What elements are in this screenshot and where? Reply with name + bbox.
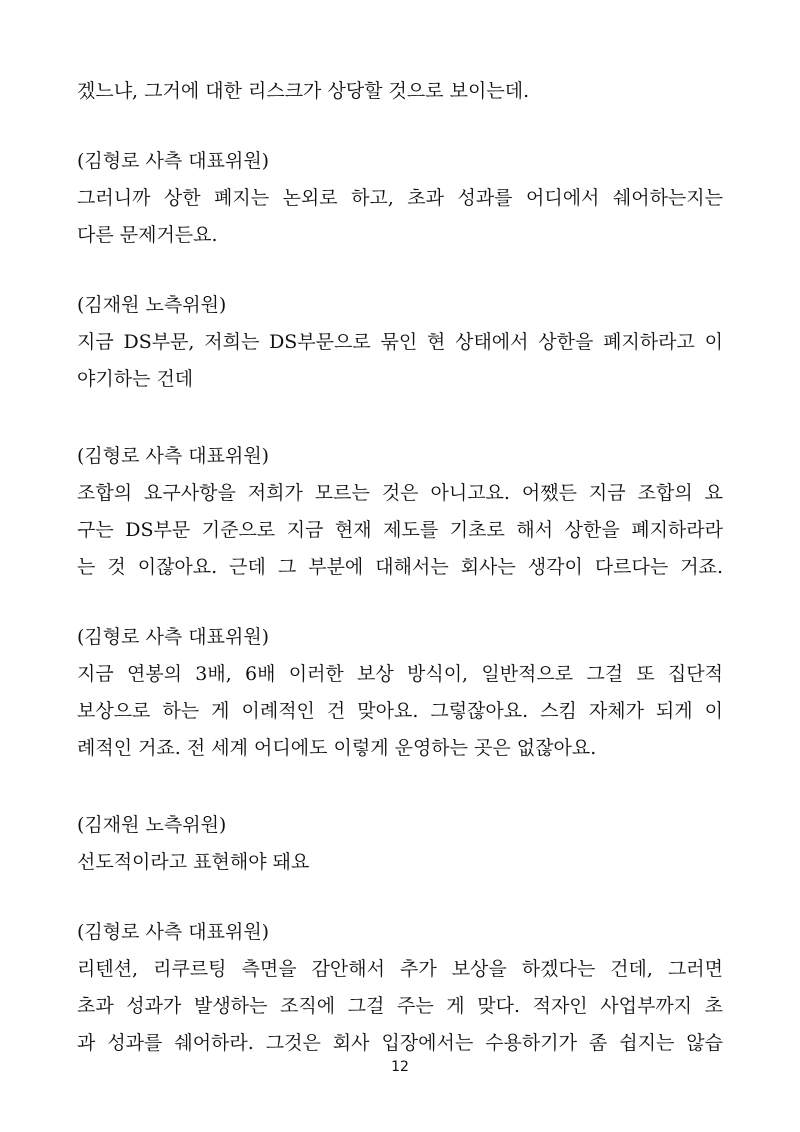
text-line: 다른 문제거든요. [77,224,218,246]
text-line: 지금 DS부문, 저희는 DS부문으로 묶인 현 상태에서 상한을 폐지하라고 이 [77,331,723,353]
text-line: 야기하는 건데 [77,368,194,390]
text-line: 그러니까 상한 폐지는 논외로 하고, 초과 성과를 어디에서 쉐어하는지는 [77,187,723,209]
speaker-label: (김재원 노측위원) [77,294,227,316]
text-line: 선도적이라고 표현해야 돼요 [77,851,310,873]
page-number: 12 [391,1059,409,1075]
text-line: 리텐션, 리쿠르팅 측면을 감안해서 추가 보상을 하겠다는 건데, 그러면 [77,958,723,980]
text-line: 는 것 이잖아요. 근데 그 부분에 대해서는 회사는 생각이 다르다는 거죠. [77,556,723,578]
text-line: 지금 연봉의 3배, 6배 이러한 보상 방식이, 일반적으로 그걸 또 집단적 [77,663,723,685]
speaker-label: (김재원 노측위원) [77,814,227,836]
text-line: 조합의 요구사항을 저희가 모르는 것은 아니고요. 어쨌든 지금 조합의 요 [77,482,723,504]
text-line: 보상으로 하는 게 이례적인 건 맞아요. 그렇잖아요. 스킴 자체가 되게 이 [77,700,723,722]
speaker-label: (김형로 사측 대표위원) [77,150,270,172]
text-line: 과 성과를 쉐어하라. 그것은 회사 입장에서는 수용하기가 좀 쉽지는 않습 [77,1032,723,1054]
text-line: 구는 DS부문 기준으로 지금 현재 제도를 기초로 해서 상한을 폐지하라라 [77,519,723,541]
text-line: 초과 성과가 발생하는 조직에 그걸 주는 게 맞다. 적자인 사업부까지 초 [77,995,723,1017]
text-line: 례적인 거죠. 전 세계 어디에도 이렇게 운영하는 곳은 없잖아요. [77,737,597,759]
speaker-label: (김형로 사측 대표위원) [77,921,270,943]
speaker-label: (김형로 사측 대표위원) [77,445,270,467]
speaker-label: (김형로 사측 대표위원) [77,626,270,648]
text-line: 겠느냐, 그거에 대한 리스크가 상당할 것으로 보이는데. [77,80,530,102]
